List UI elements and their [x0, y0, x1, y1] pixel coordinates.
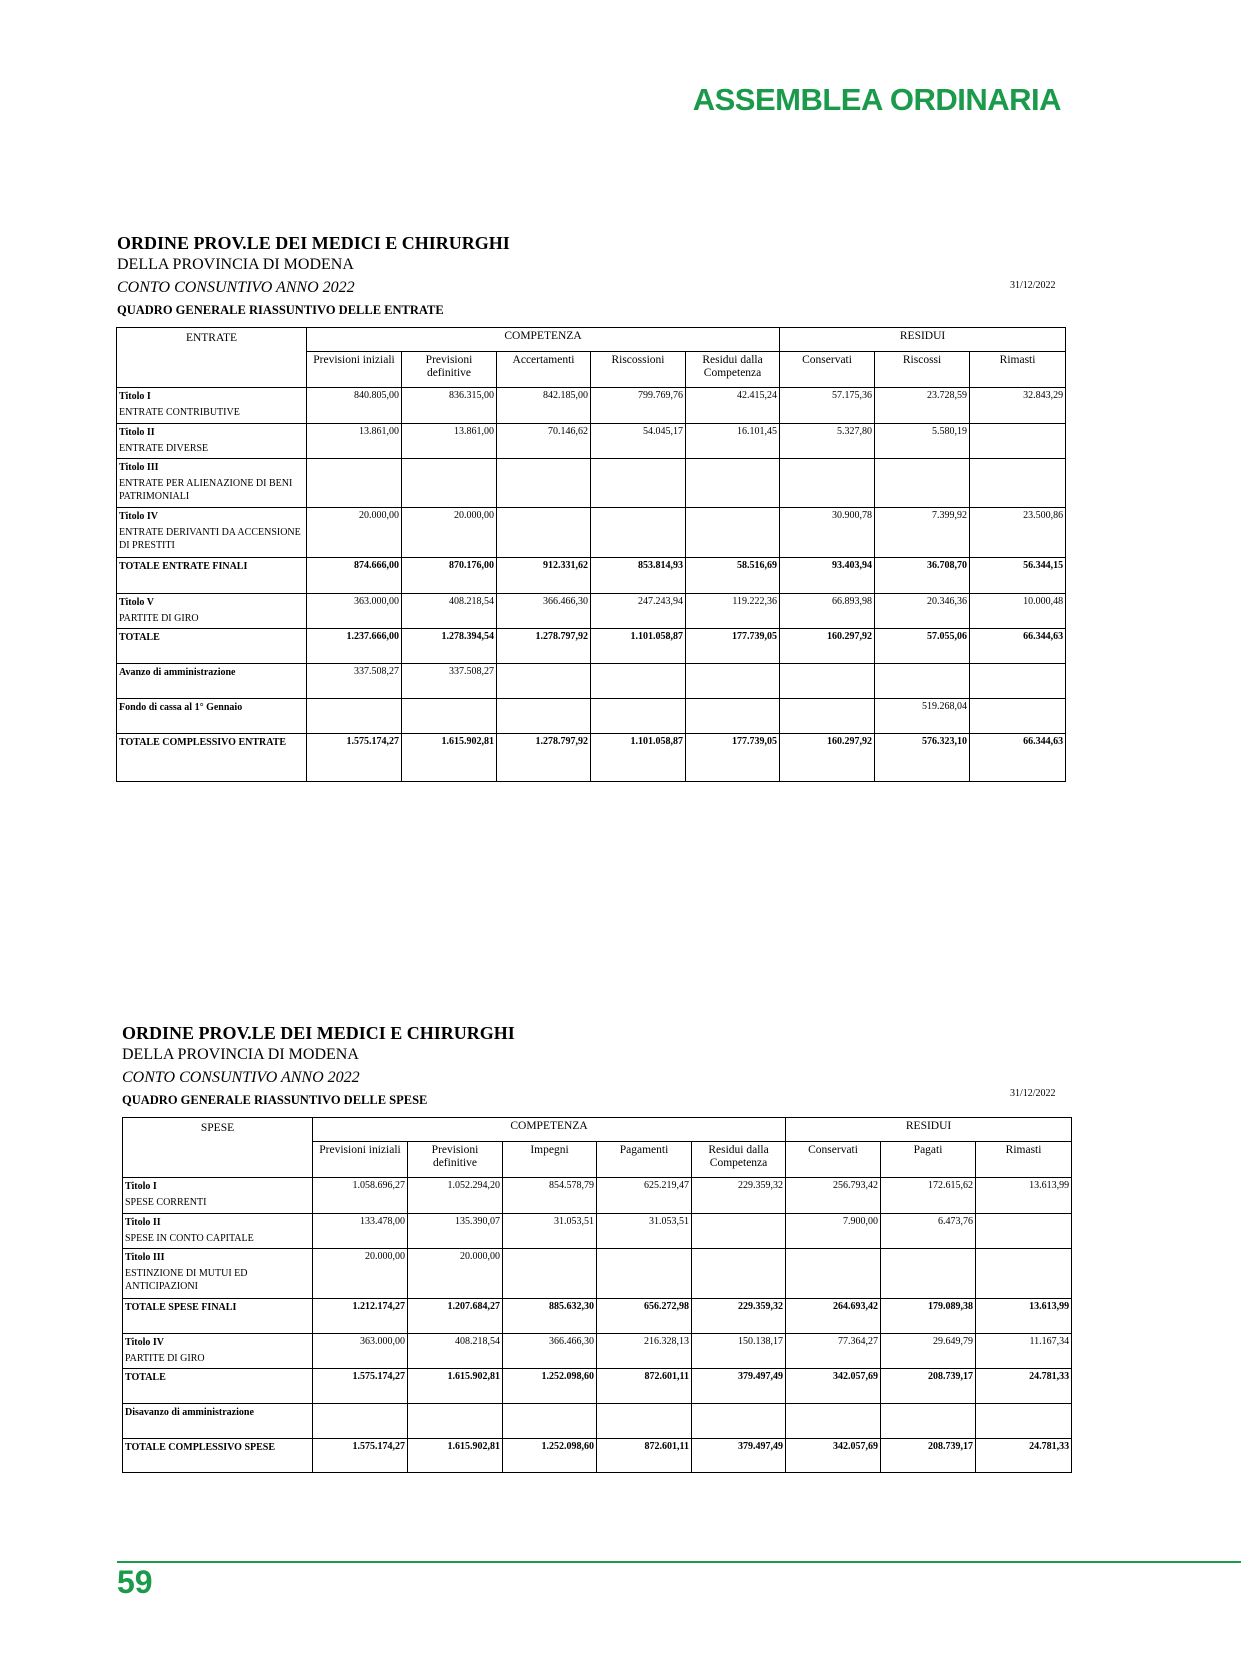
- row-label-cell: [123, 1439, 313, 1473]
- table-cell: 1.058.696,27: [313, 1178, 408, 1214]
- table-cell: 66.893,98: [780, 594, 875, 629]
- table-row: [123, 1334, 1072, 1369]
- table-cell: [503, 1404, 597, 1439]
- row-label-cell: [123, 1214, 313, 1249]
- table-cell: [970, 699, 1066, 734]
- row-title: Titolo IV: [119, 511, 158, 522]
- table-cell: [591, 699, 686, 734]
- table-cell: 66.344,63: [970, 734, 1066, 782]
- entrate-table: [116, 327, 1066, 782]
- table-cell: [686, 699, 780, 734]
- table-cell: 256.793,42: [786, 1178, 881, 1214]
- table-cell: 625.219,47: [597, 1178, 692, 1214]
- table-cell: 179.089,38: [881, 1299, 976, 1334]
- table-cell: 1.212.174,27: [313, 1299, 408, 1334]
- org-title: ORDINE PROV.LE DEI MEDICI E CHIRURGHI: [122, 1023, 515, 1043]
- table-cell: 1.101.058,87: [591, 629, 686, 664]
- row-title: Disavanzo di amministrazione: [125, 1407, 254, 1418]
- table-cell: [686, 664, 780, 699]
- table-cell: 229.359,32: [692, 1178, 786, 1214]
- table-cell: 208.739,17: [881, 1369, 976, 1404]
- table-cell: 70.146,62: [497, 424, 591, 459]
- row-title: TOTALE: [125, 1372, 166, 1383]
- table-cell: 1.252.098,60: [503, 1369, 597, 1404]
- table-cell: 656.272,98: [597, 1299, 692, 1334]
- table-cell: 13.613,99: [976, 1299, 1072, 1334]
- footer-rule: [117, 1561, 1241, 1563]
- table-cell: [780, 459, 875, 508]
- row-label-cell: [123, 1369, 313, 1404]
- row-label-cell: [117, 424, 307, 459]
- column-header: Pagati: [881, 1142, 976, 1178]
- table-cell: 1.052.294,20: [408, 1178, 503, 1214]
- table-cell: 853.814,93: [591, 558, 686, 594]
- table-cell: [970, 459, 1066, 508]
- row-label-cell: [117, 459, 307, 508]
- group-competenza: COMPETENZA: [313, 1118, 786, 1142]
- row-label-cell: [123, 1178, 313, 1214]
- table-cell: 16.101,45: [686, 424, 780, 459]
- table-cell: [875, 664, 970, 699]
- table-cell: 54.045,17: [591, 424, 686, 459]
- table-cell: 172.615,62: [881, 1178, 976, 1214]
- table-cell: [591, 459, 686, 508]
- table-row: [117, 459, 1066, 508]
- spese-heading: [122, 1022, 515, 1110]
- table-cell: 5.580,19: [875, 424, 970, 459]
- table-cell: 519.268,04: [875, 699, 970, 734]
- column-header: Residui dalla Competenza: [692, 1142, 786, 1178]
- table-cell: 379.497,49: [692, 1439, 786, 1473]
- table-cell: 874.666,00: [307, 558, 402, 594]
- group-competenza: COMPETENZA: [307, 328, 780, 352]
- table-cell: [881, 1249, 976, 1299]
- row-title: Titolo II: [119, 427, 155, 438]
- spese-table: [122, 1117, 1072, 1473]
- table-cell: 342.057,69: [786, 1439, 881, 1473]
- table-cell: 177.739,05: [686, 734, 780, 782]
- table-cell: 885.632,30: [503, 1299, 597, 1334]
- row-title: Titolo IV: [125, 1337, 164, 1348]
- row-label-cell: [117, 558, 307, 594]
- row-description: ENTRATE CONTRIBUTIVE: [119, 407, 240, 418]
- table-cell: 337.508,27: [402, 664, 497, 699]
- table-cell: [503, 1249, 597, 1299]
- table-cell: 408.218,54: [402, 594, 497, 629]
- table-cell: 1.252.098,60: [503, 1439, 597, 1473]
- table-cell: 13.861,00: [307, 424, 402, 459]
- column-header: Previsioni iniziali: [307, 352, 402, 388]
- table-cell: 31.053,51: [503, 1214, 597, 1249]
- column-header: Previsioni iniziali: [313, 1142, 408, 1178]
- table-cell: 150.138,17: [692, 1334, 786, 1369]
- table-cell: 13.861,00: [402, 424, 497, 459]
- table-cell: 20.346,36: [875, 594, 970, 629]
- page-number: 59: [117, 1564, 153, 1600]
- table-row: [117, 629, 1066, 664]
- org-subtitle: DELLA PROVINCIA DI MODENA: [117, 256, 354, 273]
- table-cell: 160.297,92: [780, 734, 875, 782]
- table-cell: 93.403,94: [780, 558, 875, 594]
- column-header: Pagamenti: [597, 1142, 692, 1178]
- table-cell: [976, 1214, 1072, 1249]
- column-header: Conservati: [780, 352, 875, 388]
- table-cell: 30.900,78: [780, 508, 875, 558]
- report-date: 31/12/2022: [1010, 1088, 1056, 1099]
- table-cell: 13.613,99: [976, 1178, 1072, 1214]
- row-title: Titolo III: [119, 462, 159, 473]
- table-cell: 366.466,30: [503, 1334, 597, 1369]
- table-row: [123, 1439, 1072, 1473]
- row-description: ENTRATE DERIVANTI DA ACCENSIONE DI PRESTITI: [119, 527, 301, 551]
- table-cell: 56.344,15: [970, 558, 1066, 594]
- table-row: [123, 1249, 1072, 1299]
- table-cell: 36.708,70: [875, 558, 970, 594]
- column-header: Riscossi: [875, 352, 970, 388]
- table-main-label: ENTRATE: [117, 328, 307, 388]
- table-cell: 912.331,62: [497, 558, 591, 594]
- table-cell: 32.843,29: [970, 388, 1066, 424]
- table-cell: [497, 699, 591, 734]
- table-cell: 872.601,11: [597, 1369, 692, 1404]
- table-cell: 57.055,06: [875, 629, 970, 664]
- table-cell: 57.175,36: [780, 388, 875, 424]
- table-cell: 135.390,07: [408, 1214, 503, 1249]
- table-row: [117, 664, 1066, 699]
- table-cell: 11.167,34: [976, 1334, 1072, 1369]
- table-cell: 247.243,94: [591, 594, 686, 629]
- table-cell: [591, 508, 686, 558]
- table-cell: 363.000,00: [307, 594, 402, 629]
- entrate-heading: [117, 232, 510, 320]
- table-cell: 842.185,00: [497, 388, 591, 424]
- table-cell: 1.575.174,27: [313, 1439, 408, 1473]
- column-header: Conservati: [786, 1142, 881, 1178]
- table-cell: 31.053,51: [597, 1214, 692, 1249]
- table-cell: [591, 664, 686, 699]
- conto-consuntivo: CONTO CONSUNTIVO ANNO 2022: [117, 279, 355, 296]
- table-row: [117, 594, 1066, 629]
- row-title: Titolo V: [119, 597, 154, 608]
- table-cell: 42.415,24: [686, 388, 780, 424]
- table-cell: 1.615.902,81: [408, 1369, 503, 1404]
- table-cell: 1.575.174,27: [313, 1369, 408, 1404]
- quadro-title: QUADRO GENERALE RIASSUNTIVO DELLE SPESE: [122, 1093, 428, 1107]
- table-cell: [497, 664, 591, 699]
- row-label-cell: [123, 1404, 313, 1439]
- table-cell: 20.000,00: [408, 1249, 503, 1299]
- table-cell: 58.516,69: [686, 558, 780, 594]
- table-cell: [875, 459, 970, 508]
- column-header: Rimasti: [976, 1142, 1072, 1178]
- row-title: Avanzo di amministrazione: [119, 667, 236, 678]
- row-label-cell: [123, 1334, 313, 1369]
- row-title: Titolo I: [125, 1181, 157, 1192]
- table-row: [123, 1369, 1072, 1404]
- table-cell: [780, 664, 875, 699]
- row-label-cell: [123, 1299, 313, 1334]
- row-label-cell: [117, 629, 307, 664]
- table-cell: 870.176,00: [402, 558, 497, 594]
- table-row: [123, 1404, 1072, 1439]
- row-description: ENTRATE PER ALIENAZIONE DI BENI PATRIMONIALI: [119, 478, 293, 502]
- table-cell: [313, 1404, 408, 1439]
- row-title: TOTALE ENTRATE FINALI: [119, 561, 248, 572]
- row-title: Titolo II: [125, 1217, 161, 1228]
- row-label-cell: [117, 508, 307, 558]
- table-cell: 264.693,42: [786, 1299, 881, 1334]
- quadro-title: QUADRO GENERALE RIASSUNTIVO DELLE ENTRATE: [117, 303, 444, 317]
- org-title: ORDINE PROV.LE DEI MEDICI E CHIRURGHI: [117, 233, 510, 253]
- table-cell: [686, 508, 780, 558]
- org-subtitle: DELLA PROVINCIA DI MODENA: [122, 1046, 359, 1063]
- table-cell: 379.497,49: [692, 1369, 786, 1404]
- row-description: ESTINZIONE DI MUTUI ED ANTICIPAZIONI: [125, 1268, 248, 1292]
- report-date: 31/12/2022: [1010, 280, 1056, 291]
- table-cell: [408, 1404, 503, 1439]
- row-title: Titolo I: [119, 391, 151, 402]
- table-cell: 5.327,80: [780, 424, 875, 459]
- table-cell: 20.000,00: [313, 1249, 408, 1299]
- table-cell: 23.500,86: [970, 508, 1066, 558]
- page-header-title: ASSEMBLEA ORDINARIA: [692, 82, 1061, 117]
- table-row: [117, 508, 1066, 558]
- table-cell: [970, 424, 1066, 459]
- table-cell: 208.739,17: [881, 1439, 976, 1473]
- table-cell: 576.323,10: [875, 734, 970, 782]
- table-cell: 1.575.174,27: [307, 734, 402, 782]
- table-cell: [970, 664, 1066, 699]
- table-cell: 363.000,00: [313, 1334, 408, 1369]
- table-cell: 1.615.902,81: [408, 1439, 503, 1473]
- table-cell: 840.805,00: [307, 388, 402, 424]
- table-cell: 24.781,33: [976, 1369, 1072, 1404]
- table-cell: 1.615.902,81: [402, 734, 497, 782]
- column-header: Previsioni definitive: [402, 352, 497, 388]
- row-label-cell: [117, 734, 307, 782]
- table-cell: 854.578,79: [503, 1178, 597, 1214]
- table-cell: 799.769,76: [591, 388, 686, 424]
- table-cell: [497, 508, 591, 558]
- table-cell: 342.057,69: [786, 1369, 881, 1404]
- column-header: Riscossioni: [591, 352, 686, 388]
- table-cell: 1.237.666,00: [307, 629, 402, 664]
- table-row: [117, 424, 1066, 459]
- table-row: [117, 734, 1066, 782]
- row-label-cell: [123, 1249, 313, 1299]
- table-cell: 872.601,11: [597, 1439, 692, 1473]
- table-cell: 20.000,00: [402, 508, 497, 558]
- table-cell: 6.473,76: [881, 1214, 976, 1249]
- table-cell: [692, 1249, 786, 1299]
- column-header: Residui dalla Competenza: [686, 352, 780, 388]
- table-cell: 119.222,36: [686, 594, 780, 629]
- table-cell: [692, 1214, 786, 1249]
- row-description: ENTRATE DIVERSE: [119, 443, 209, 454]
- table-cell: [307, 459, 402, 508]
- table-cell: 177.739,05: [686, 629, 780, 664]
- table-cell: 1.207.684,27: [408, 1299, 503, 1334]
- table-cell: [402, 459, 497, 508]
- table-cell: [402, 699, 497, 734]
- column-header: Previsioni definitive: [408, 1142, 503, 1178]
- conto-consuntivo: CONTO CONSUNTIVO ANNO 2022: [122, 1069, 360, 1086]
- table-cell: 337.508,27: [307, 664, 402, 699]
- table-cell: [976, 1249, 1072, 1299]
- row-label-cell: [117, 699, 307, 734]
- group-residui: RESIDUI: [786, 1118, 1072, 1142]
- table-cell: [881, 1404, 976, 1439]
- row-title: TOTALE: [119, 632, 160, 643]
- row-title: TOTALE SPESE FINALI: [125, 1302, 237, 1313]
- table-cell: [976, 1404, 1072, 1439]
- table-cell: [786, 1249, 881, 1299]
- table-cell: 216.328,13: [597, 1334, 692, 1369]
- table-cell: [786, 1404, 881, 1439]
- table-row: [117, 558, 1066, 594]
- table-cell: [692, 1404, 786, 1439]
- table-cell: [686, 459, 780, 508]
- row-label-cell: [117, 388, 307, 424]
- column-header: Accertamenti: [497, 352, 591, 388]
- table-cell: 1.101.058,87: [591, 734, 686, 782]
- table-cell: 23.728,59: [875, 388, 970, 424]
- row-label-cell: [117, 594, 307, 629]
- table-cell: [597, 1249, 692, 1299]
- table-cell: 1.278.797,92: [497, 629, 591, 664]
- table-cell: 408.218,54: [408, 1334, 503, 1369]
- table-row: [123, 1299, 1072, 1334]
- table-cell: 836.315,00: [402, 388, 497, 424]
- table-cell: 20.000,00: [307, 508, 402, 558]
- table-cell: 66.344,63: [970, 629, 1066, 664]
- row-description: PARTITE DI GIRO: [119, 613, 199, 624]
- table-row: [117, 699, 1066, 734]
- group-residui: RESIDUI: [780, 328, 1066, 352]
- table-cell: 7.399,92: [875, 508, 970, 558]
- table-cell: [597, 1404, 692, 1439]
- row-description: PARTITE DI GIRO: [125, 1353, 205, 1364]
- table-cell: [307, 699, 402, 734]
- table-cell: 160.297,92: [780, 629, 875, 664]
- table-cell: 366.466,30: [497, 594, 591, 629]
- row-label-cell: [117, 664, 307, 699]
- table-row: [123, 1178, 1072, 1214]
- table-cell: 7.900,00: [786, 1214, 881, 1249]
- column-header: Impegni: [503, 1142, 597, 1178]
- table-cell: 1.278.797,92: [497, 734, 591, 782]
- table-cell: 29.649,79: [881, 1334, 976, 1369]
- row-description: SPESE CORRENTI: [125, 1197, 207, 1208]
- row-title: Fondo di cassa al 1° Gennaio: [119, 702, 243, 713]
- table-row: [123, 1214, 1072, 1249]
- table-cell: 133.478,00: [313, 1214, 408, 1249]
- column-header: Rimasti: [970, 352, 1066, 388]
- table-cell: 77.364,27: [786, 1334, 881, 1369]
- table-cell: 1.278.394,54: [402, 629, 497, 664]
- row-description: SPESE IN CONTO CAPITALE: [125, 1233, 254, 1244]
- table-main-label: SPESE: [123, 1118, 313, 1178]
- table-cell: 24.781,33: [976, 1439, 1072, 1473]
- table-cell: [780, 699, 875, 734]
- row-title: Titolo III: [125, 1252, 165, 1263]
- table-cell: [497, 459, 591, 508]
- row-title: TOTALE COMPLESSIVO SPESE: [125, 1442, 276, 1453]
- row-title: TOTALE COMPLESSIVO ENTRATE: [119, 737, 287, 748]
- table-row: [117, 388, 1066, 424]
- table-cell: 229.359,32: [692, 1299, 786, 1334]
- table-cell: 10.000,48: [970, 594, 1066, 629]
